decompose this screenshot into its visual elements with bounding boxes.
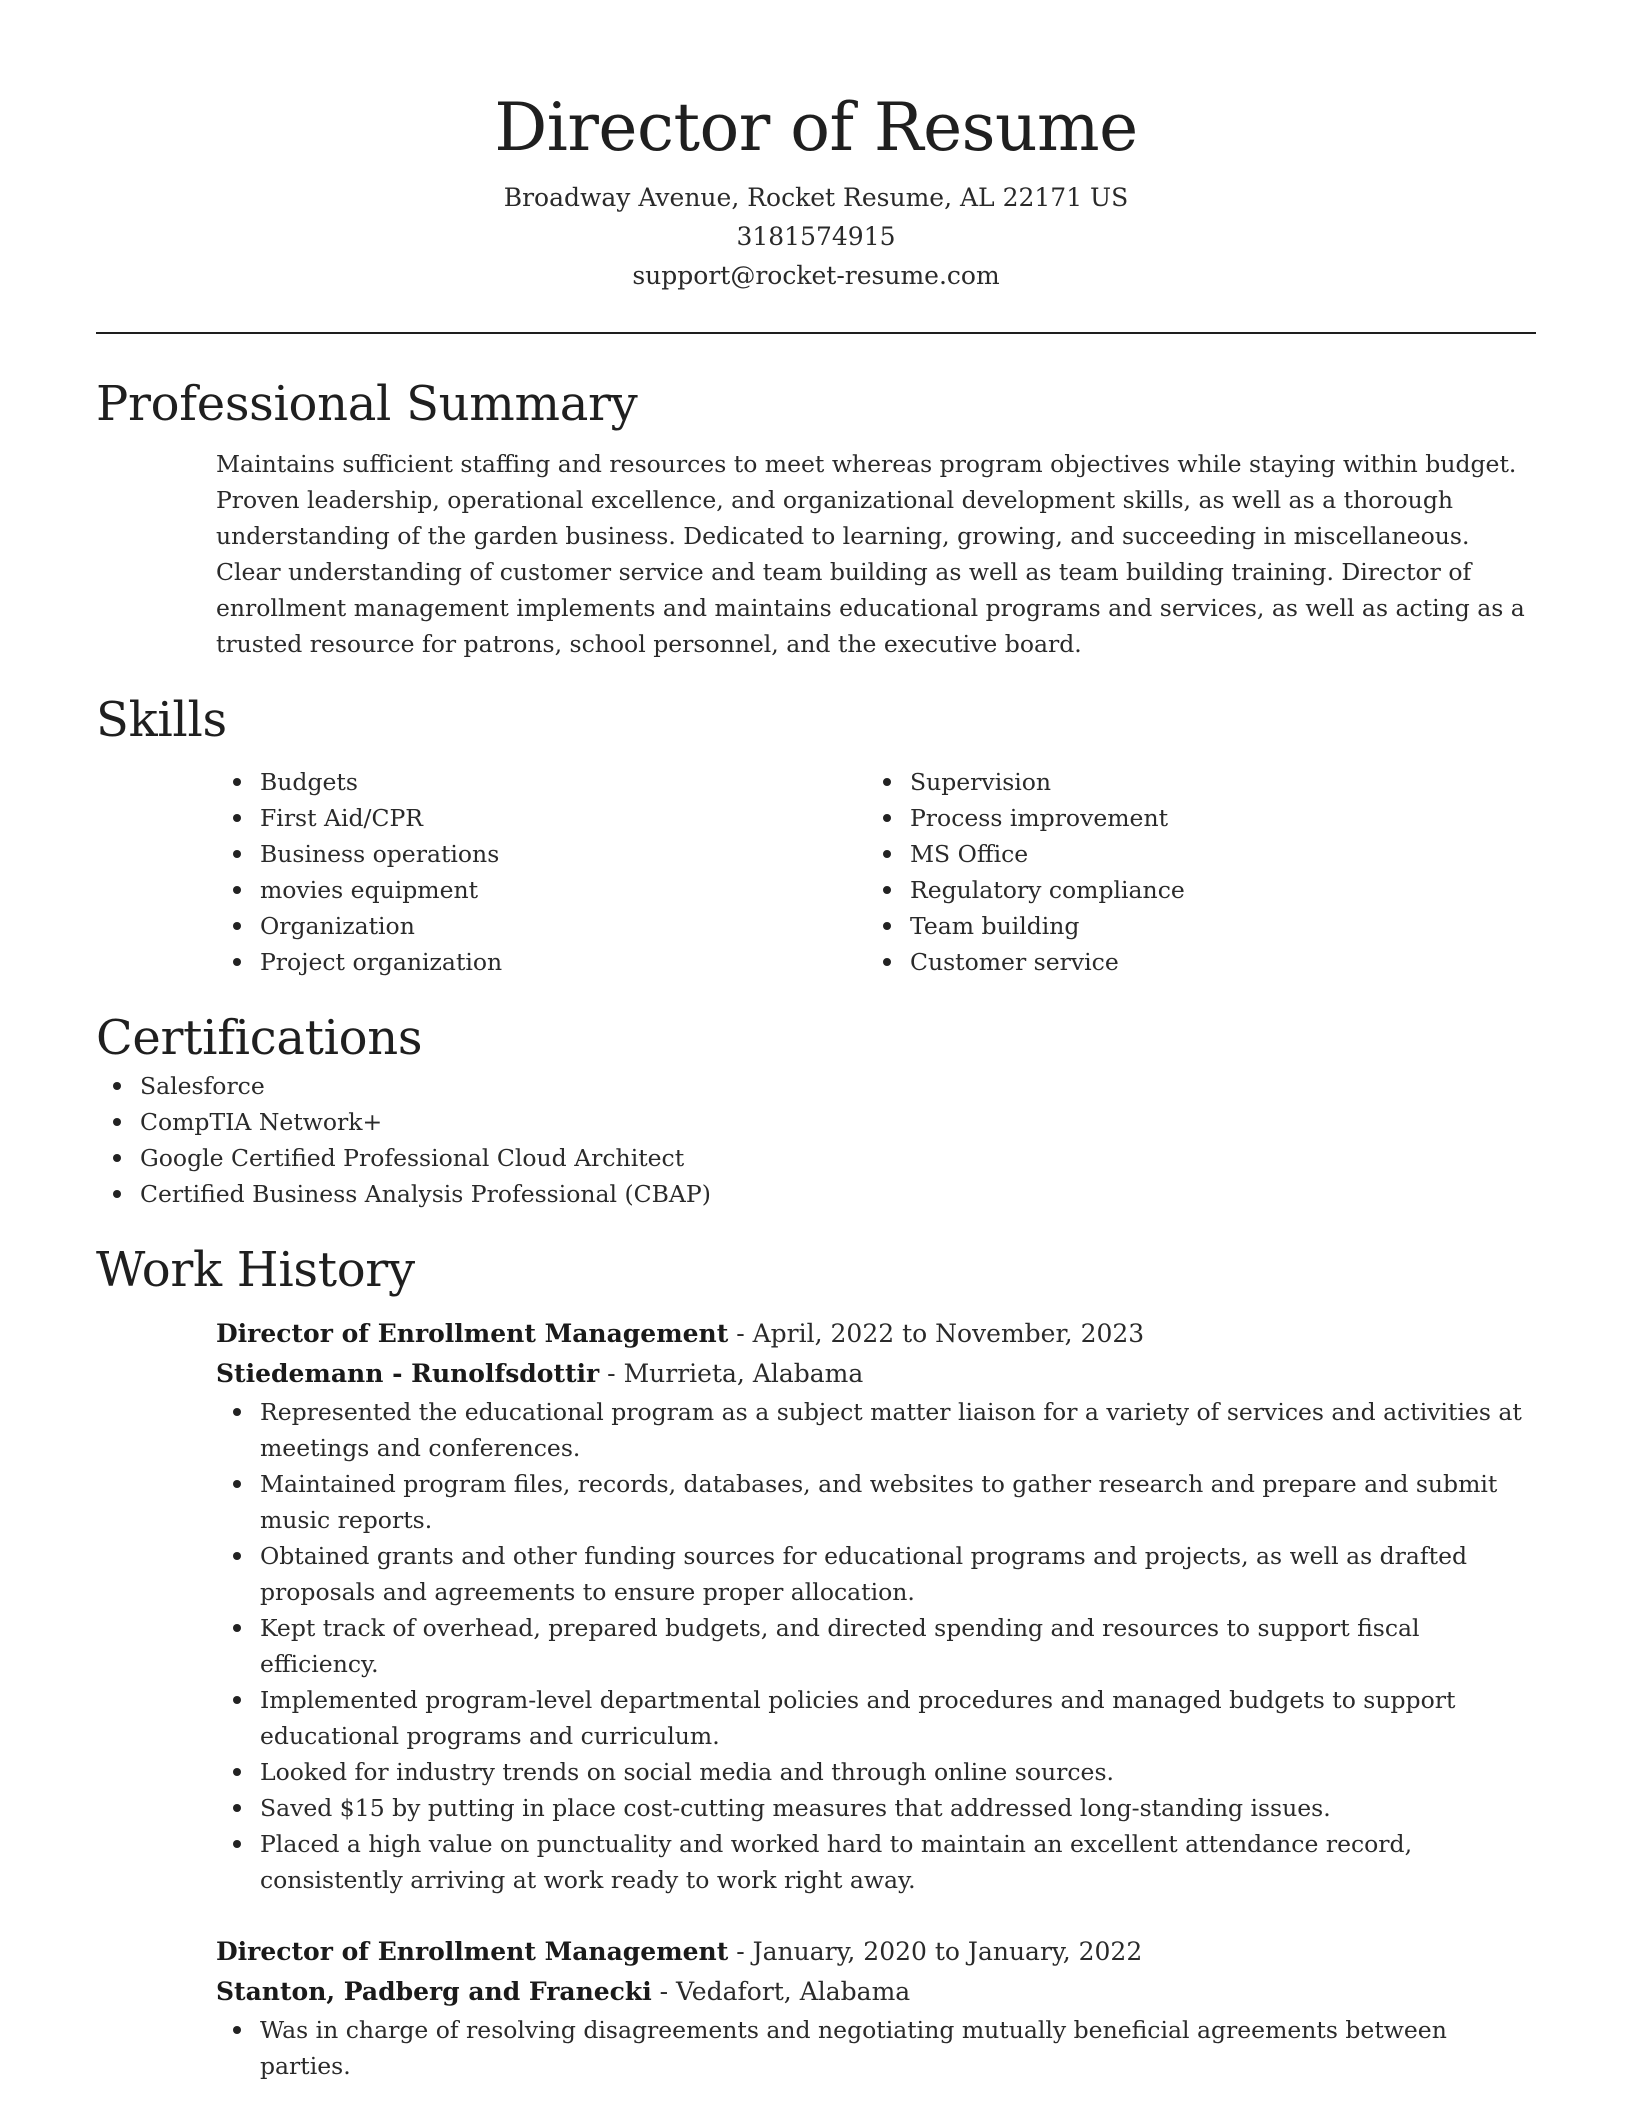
- separator: -: [728, 1937, 753, 1966]
- job-entry: [216, 1314, 1536, 1898]
- job-title-line: [216, 1314, 1536, 1354]
- job-company: Stiedemann - Runolfsdottir: [216, 1359, 600, 1388]
- header-divider: [96, 332, 1536, 334]
- skill-item: Customer service: [866, 944, 1516, 980]
- separator: -: [599, 1359, 624, 1388]
- skill-item: First Aid/CPR: [216, 800, 866, 836]
- skills-heading: Skills: [96, 692, 227, 748]
- job-role: Director of Enrollment Management: [216, 1937, 729, 1966]
- skill-item: Organization: [216, 908, 866, 944]
- phone-number: 3181574915: [736, 222, 896, 251]
- resume-header: [96, 0, 1536, 295]
- duty-item: Maintained program files, records, databases, and websites to gather research and prepare and submit music reports.: [216, 1466, 1536, 1538]
- certification-item: CompTIA Network+: [96, 1104, 1536, 1140]
- skill-item: Supervision: [866, 764, 1516, 800]
- skill-item: Business operations: [216, 836, 866, 872]
- duty-item: Placed a high value on punctuality and worked hard to maintain an excellent attendance record, consistently arriving at work ready to work right away.: [216, 1826, 1536, 1898]
- job-role: Director of Enrollment Management: [216, 1319, 729, 1348]
- skills-column-right: [866, 764, 1516, 980]
- job-entry: [216, 1932, 1536, 2084]
- job-duties: [216, 1394, 1536, 1898]
- resume-page: [96, 0, 1536, 2084]
- skill-item: MS Office: [866, 836, 1516, 872]
- job-duties: [216, 2012, 1536, 2084]
- skills-list: [216, 764, 1536, 980]
- candidate-name: Director of Resume: [494, 89, 1138, 166]
- separator: -: [728, 1319, 753, 1348]
- job-company-line: [216, 1354, 1536, 1394]
- email-address: support@rocket-resume.com: [632, 261, 1000, 290]
- duty-item: Looked for industry trends on social media and through online sources.: [216, 1754, 1536, 1790]
- skills-column-left: [216, 764, 866, 980]
- certifications-list: [96, 1068, 1536, 1212]
- duty-item: Obtained grants and other funding sources for educational programs and projects, as well as drafted proposals and agreements to ensure proper allocation.: [216, 1538, 1536, 1610]
- contact-block: [96, 178, 1536, 295]
- duty-item: Implemented program-level departmental policies and procedures and managed budgets to support educational programs and curriculum.: [216, 1682, 1536, 1754]
- summary-text: Maintains sufficient staffing and resources to meet whereas program objectives while staying within budget. Proven leadership, operational excellence, and organizational development skills, as well as a thorough understanding of the garden business. Dedicated to learning, growing, and succeeding in miscellaneous. Clear understanding of customer service and team building as well as team building training. Director of enrollment management implements and maintains educational programs and services, as well as acting as a trusted resource for patrons, school personnel, and the executive board.: [216, 450, 1525, 658]
- skill-item: Budgets: [216, 764, 866, 800]
- certification-item: Salesforce: [96, 1068, 1536, 1104]
- job-company-line: [216, 1972, 1536, 2012]
- job-location: Murrieta, Alabama: [623, 1359, 864, 1388]
- job-title-line: [216, 1932, 1536, 1972]
- skill-item: Team building: [866, 908, 1516, 944]
- job-location: Vedafort, Alabama: [676, 1977, 911, 2006]
- job-company: Stanton, Padberg and Franecki: [216, 1977, 652, 2006]
- separator: -: [651, 1977, 677, 2006]
- job-dates: April, 2022 to November, 2023: [752, 1319, 1145, 1348]
- certification-item: Google Certified Professional Cloud Architect: [96, 1140, 1536, 1176]
- duty-item: Was in charge of resolving disagreements and negotiating mutually beneficial agreements between parties.: [216, 2012, 1536, 2084]
- certification-item: Certified Business Analysis Professional (CBAP): [96, 1176, 1536, 1212]
- skill-item: Project organization: [216, 944, 866, 980]
- summary-heading: Professional Summary: [96, 376, 638, 432]
- job-dates: January, 2020 to January, 2022: [752, 1937, 1143, 1966]
- duty-item: Saved $15 by putting in place cost-cutting measures that addressed long-standing issues.: [216, 1790, 1536, 1826]
- skill-item: Process improvement: [866, 800, 1516, 836]
- certifications-heading: Certifications: [96, 1010, 423, 1066]
- work-history-heading: Work History: [96, 1242, 415, 1298]
- skill-item: Regulatory compliance: [866, 872, 1516, 908]
- duty-item: Represented the educational program as a subject matter liaison for a variety of services and activities at meetings and conferences.: [216, 1394, 1536, 1466]
- skill-item: movies equipment: [216, 872, 866, 908]
- duty-item: Kept track of overhead, prepared budgets, and directed spending and resources to support fiscal efficiency.: [216, 1610, 1536, 1682]
- address: Broadway Avenue, Rocket Resume, AL 22171 US: [503, 183, 1129, 212]
